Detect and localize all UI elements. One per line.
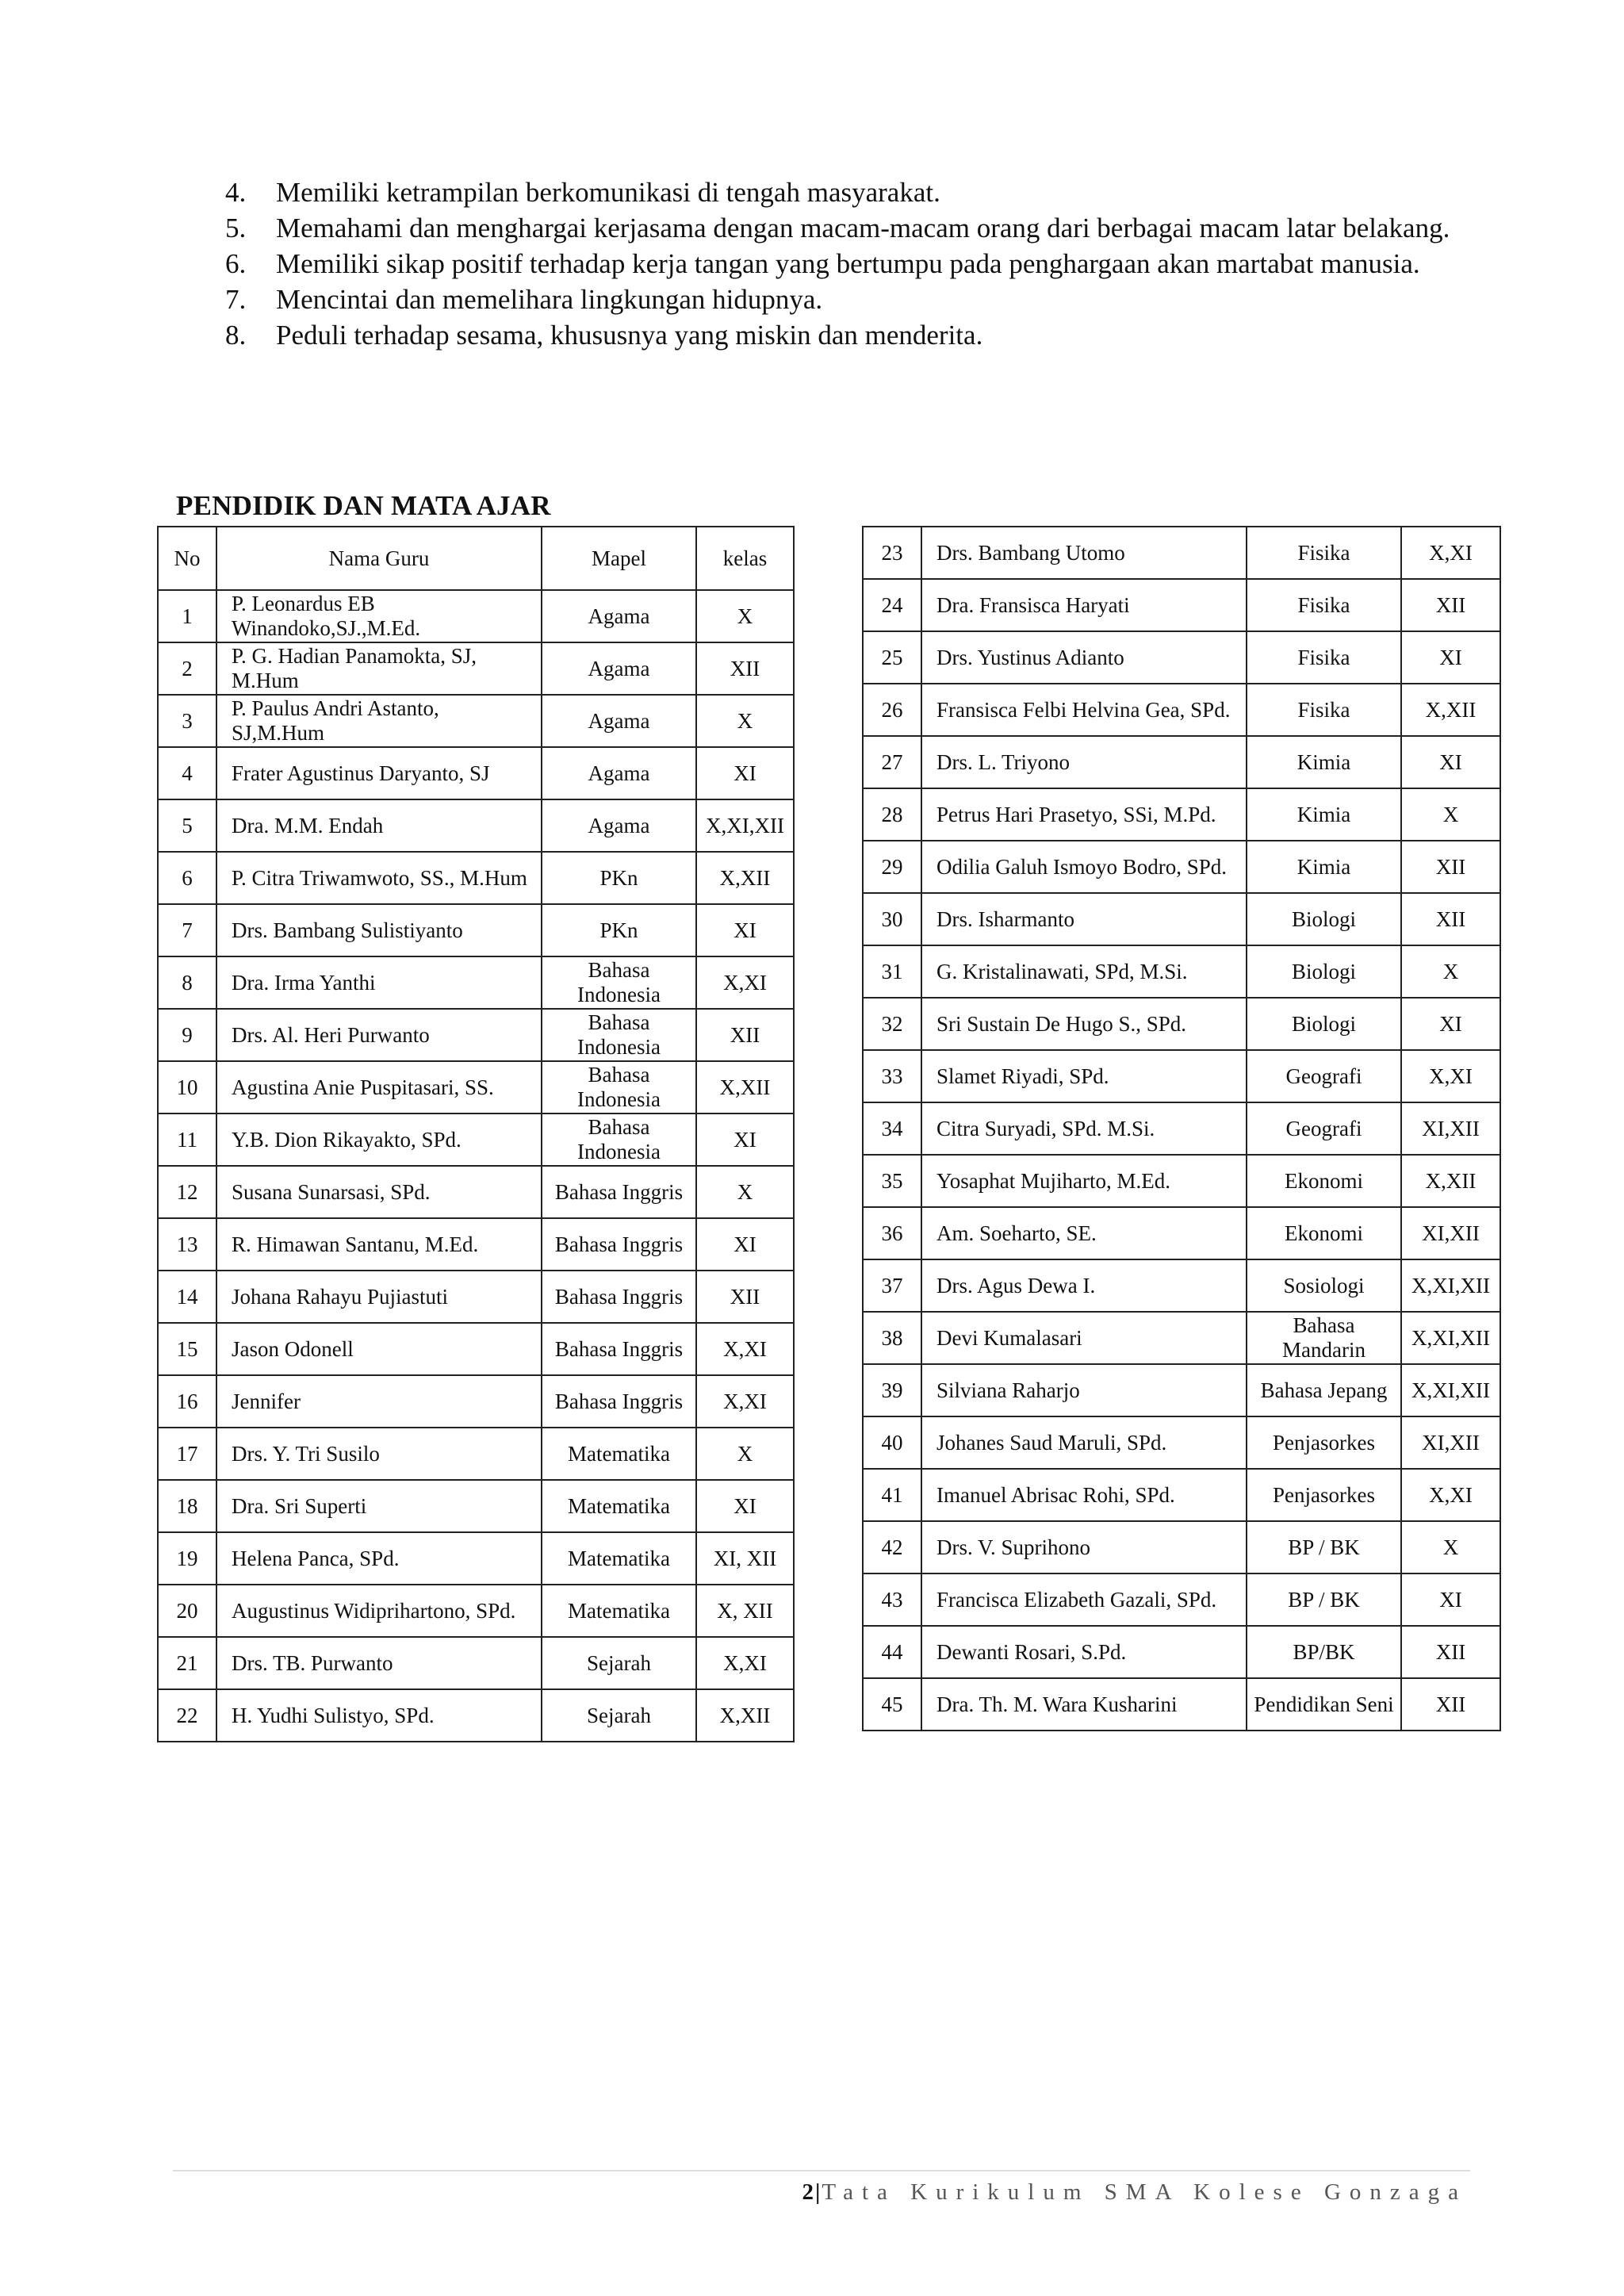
cell-kelas: XI — [696, 747, 794, 799]
cell-no: 29 — [863, 841, 921, 893]
table-row — [158, 799, 794, 852]
footer-divider — [173, 2170, 1470, 2171]
cell-no: 32 — [863, 998, 921, 1050]
cell-mapel: Bahasa Mandarin — [1247, 1312, 1401, 1364]
cell-nama-guru: Dewanti Rosari, S.Pd. — [921, 1626, 1247, 1678]
table-row — [863, 998, 1500, 1050]
table-row — [158, 1271, 794, 1323]
cell-nama-guru: Drs. Isharmanto — [921, 893, 1247, 945]
cell-mapel: Fisika — [1247, 579, 1401, 631]
cell-mapel: Agama — [542, 642, 696, 695]
cell-nama-guru: Sri Sustain De Hugo S., SPd. — [921, 998, 1247, 1050]
cell-mapel: Bahasa Indonesia — [542, 956, 696, 1009]
cell-mapel: Pendidikan Seni — [1247, 1678, 1401, 1731]
cell-mapel: Bahasa Inggris — [542, 1323, 696, 1375]
cell-mapel: Bahasa Indonesia — [542, 1061, 696, 1114]
cell-mapel: Bahasa Inggris — [542, 1218, 696, 1271]
cell-mapel: Geografi — [1247, 1050, 1401, 1102]
page-footer — [802, 2179, 1468, 2206]
objectives-list — [208, 174, 1467, 353]
cell-nama-guru: Drs. Bambang Utomo — [921, 527, 1247, 579]
cell-mapel: Sejarah — [542, 1689, 696, 1742]
cell-no: 38 — [863, 1312, 921, 1364]
cell-kelas: X — [1401, 1521, 1500, 1573]
cell-no: 34 — [863, 1102, 921, 1155]
cell-kelas: X,XI,XII — [1401, 1312, 1500, 1364]
cell-mapel: Matematika — [542, 1585, 696, 1637]
teacher-table-left — [157, 526, 795, 1742]
cell-mapel: PKn — [542, 904, 696, 956]
cell-nama-guru: Francisca Elizabeth Gazali, SPd. — [921, 1573, 1247, 1626]
section-title: PENDIDIK DAN MATA AJAR — [176, 490, 551, 521]
cell-nama-guru: H. Yudhi Sulistyo, SPd. — [216, 1689, 542, 1742]
cell-nama-guru: Drs. Bambang Sulistiyanto — [216, 904, 542, 956]
cell-kelas: XI — [1401, 1573, 1500, 1626]
cell-no: 4 — [158, 747, 216, 799]
table-row — [863, 1312, 1500, 1364]
table-row — [158, 642, 794, 695]
table-row — [863, 1678, 1500, 1731]
cell-kelas: XII — [1401, 893, 1500, 945]
cell-no: 30 — [863, 893, 921, 945]
cell-kelas: X,XII — [696, 1061, 794, 1114]
cell-mapel: Agama — [542, 590, 696, 642]
table-row — [158, 1532, 794, 1585]
header-mapel: Mapel — [542, 527, 696, 590]
cell-nama-guru: Devi Kumalasari — [921, 1312, 1247, 1364]
cell-mapel: Fisika — [1247, 684, 1401, 736]
cell-kelas: X — [1401, 788, 1500, 841]
list-item — [208, 210, 1467, 246]
cell-nama-guru: Drs. Agus Dewa I. — [921, 1259, 1247, 1312]
table-row — [863, 1416, 1500, 1469]
cell-mapel: Geografi — [1247, 1102, 1401, 1155]
list-number: 5. — [225, 213, 247, 243]
cell-nama-guru: Slamet Riyadi, SPd. — [921, 1050, 1247, 1102]
table-row — [863, 1207, 1500, 1259]
cell-nama-guru: Dra. Th. M. Wara Kusharini — [921, 1678, 1247, 1731]
list-item — [208, 246, 1467, 282]
table-row — [158, 1009, 794, 1061]
table-header-row — [158, 527, 794, 590]
table-row — [158, 1114, 794, 1166]
cell-no: 35 — [863, 1155, 921, 1207]
cell-nama-guru: P. Citra Triwamwoto, SS., M.Hum — [216, 852, 542, 904]
cell-mapel: BP/BK — [1247, 1626, 1401, 1678]
cell-no: 28 — [863, 788, 921, 841]
cell-nama-guru: Fransisca Felbi Helvina Gea, SPd. — [921, 684, 1247, 736]
cell-no: 14 — [158, 1271, 216, 1323]
cell-nama-guru: Yosaphat Mujiharto, M.Ed. — [921, 1155, 1247, 1207]
cell-mapel: BP / BK — [1247, 1521, 1401, 1573]
cell-nama-guru: Odilia Galuh Ismoyo Bodro, SPd. — [921, 841, 1247, 893]
cell-nama-guru: P. Paulus Andri Astanto, SJ,M.Hum — [216, 695, 542, 747]
teacher-table-right — [862, 526, 1501, 1731]
cell-no: 13 — [158, 1218, 216, 1271]
table-row — [863, 1521, 1500, 1573]
cell-nama-guru: R. Himawan Santanu, M.Ed. — [216, 1218, 542, 1271]
cell-no: 7 — [158, 904, 216, 956]
cell-nama-guru: Augustinus Widiprihartono, SPd. — [216, 1585, 542, 1637]
cell-kelas: X,XII — [696, 1689, 794, 1742]
cell-mapel: Ekonomi — [1247, 1207, 1401, 1259]
cell-kelas: X — [1401, 945, 1500, 998]
list-number: 6. — [225, 248, 247, 279]
cell-no: 41 — [863, 1469, 921, 1521]
cell-nama-guru: Agustina Anie Puspitasari, SS. — [216, 1061, 542, 1114]
cell-no: 10 — [158, 1061, 216, 1114]
table-row — [863, 1469, 1500, 1521]
list-item — [208, 282, 1467, 317]
cell-no: 42 — [863, 1521, 921, 1573]
list-item — [208, 317, 1467, 353]
cell-no: 43 — [863, 1573, 921, 1626]
table-row — [158, 1166, 794, 1218]
cell-nama-guru: Drs. L. Triyono — [921, 736, 1247, 788]
cell-kelas: X,XI,XII — [696, 799, 794, 852]
cell-mapel: Bahasa Inggris — [542, 1271, 696, 1323]
cell-mapel: Bahasa Inggris — [542, 1166, 696, 1218]
cell-nama-guru: Am. Soeharto, SE. — [921, 1207, 1247, 1259]
cell-nama-guru: Jason Odonell — [216, 1323, 542, 1375]
cell-nama-guru: Drs. Al. Heri Purwanto — [216, 1009, 542, 1061]
table-row — [863, 631, 1500, 684]
table-row — [158, 747, 794, 799]
cell-kelas: X — [696, 1166, 794, 1218]
cell-nama-guru: P. Leonardus EB Winandoko,SJ.,M.Ed. — [216, 590, 542, 642]
cell-no: 1 — [158, 590, 216, 642]
table-row — [158, 1637, 794, 1689]
cell-kelas: XI,XII — [1401, 1102, 1500, 1155]
cell-kelas: XII — [696, 1009, 794, 1061]
list-number: 4. — [225, 177, 247, 208]
table-row — [158, 1428, 794, 1480]
list-text: Memahami dan menghargai kerjasama dengan macam-macam orang dari berbagai macam latar belakang. — [276, 213, 1450, 243]
cell-mapel: Kimia — [1247, 736, 1401, 788]
cell-kelas: X,XII — [1401, 1155, 1500, 1207]
cell-nama-guru: Imanuel Abrisac Rohi, SPd. — [921, 1469, 1247, 1521]
footer-separator: | — [815, 2179, 822, 2205]
cell-kelas: X, XII — [696, 1585, 794, 1637]
table-row — [158, 1375, 794, 1428]
cell-mapel: Bahasa Indonesia — [542, 1114, 696, 1166]
table-row — [158, 1480, 794, 1532]
cell-mapel: Penjasorkes — [1247, 1469, 1401, 1521]
page-number: 2 — [802, 2179, 815, 2205]
cell-mapel: Biologi — [1247, 893, 1401, 945]
cell-kelas: XI,XII — [1401, 1207, 1500, 1259]
table-row — [863, 1259, 1500, 1312]
header-kelas: kelas — [696, 527, 794, 590]
cell-nama-guru: Citra Suryadi, SPd. M.Si. — [921, 1102, 1247, 1155]
header-nama-guru: Nama Guru — [216, 527, 542, 590]
cell-mapel: Bahasa Inggris — [542, 1375, 696, 1428]
cell-kelas: X — [696, 695, 794, 747]
cell-no: 45 — [863, 1678, 921, 1731]
cell-mapel: Kimia — [1247, 841, 1401, 893]
table-row — [863, 893, 1500, 945]
cell-kelas: X,XI — [1401, 1469, 1500, 1521]
cell-nama-guru: Johana Rahayu Pujiastuti — [216, 1271, 542, 1323]
cell-nama-guru: Y.B. Dion Rikayakto, SPd. — [216, 1114, 542, 1166]
cell-kelas: X,XII — [696, 852, 794, 904]
table-row — [158, 1218, 794, 1271]
cell-kelas: XII — [1401, 1678, 1500, 1731]
cell-nama-guru: Dra. Irma Yanthi — [216, 956, 542, 1009]
table-row — [158, 904, 794, 956]
cell-mapel: BP / BK — [1247, 1573, 1401, 1626]
cell-no: 36 — [863, 1207, 921, 1259]
table-row — [158, 1061, 794, 1114]
cell-no: 5 — [158, 799, 216, 852]
cell-kelas: X,XII — [1401, 684, 1500, 736]
cell-no: 19 — [158, 1532, 216, 1585]
cell-no: 44 — [863, 1626, 921, 1678]
cell-no: 24 — [863, 579, 921, 631]
table-row — [863, 1155, 1500, 1207]
table-row — [158, 1585, 794, 1637]
footer-title: Tata Kurikulum SMA Kolese Gonzaga — [822, 2179, 1467, 2205]
cell-kelas: XII — [696, 1271, 794, 1323]
cell-kelas: X,XI — [696, 1323, 794, 1375]
cell-mapel: Biologi — [1247, 945, 1401, 998]
cell-no: 18 — [158, 1480, 216, 1532]
cell-nama-guru: Petrus Hari Prasetyo, SSi, M.Pd. — [921, 788, 1247, 841]
cell-mapel: PKn — [542, 852, 696, 904]
cell-nama-guru: Drs. Yustinus Adianto — [921, 631, 1247, 684]
table-row — [863, 1573, 1500, 1626]
cell-kelas: X,XI,XII — [1401, 1364, 1500, 1416]
cell-kelas: XI — [1401, 998, 1500, 1050]
cell-kelas: XI, XII — [696, 1532, 794, 1585]
list-number: 8. — [225, 320, 247, 351]
cell-nama-guru: Silviana Raharjo — [921, 1364, 1247, 1416]
cell-kelas: XII — [1401, 1626, 1500, 1678]
cell-kelas: XI,XII — [1401, 1416, 1500, 1469]
table-row — [863, 579, 1500, 631]
cell-no: 9 — [158, 1009, 216, 1061]
cell-kelas: XI — [696, 1218, 794, 1271]
cell-no: 8 — [158, 956, 216, 1009]
list-text: Memiliki ketrampilan berkomunikasi di tengah masyarakat. — [276, 177, 940, 208]
cell-no: 25 — [863, 631, 921, 684]
table-row — [863, 1102, 1500, 1155]
cell-kelas: X,XI — [696, 1637, 794, 1689]
cell-mapel: Agama — [542, 747, 696, 799]
list-text: Peduli terhadap sesama, khususnya yang miskin dan menderita. — [276, 320, 983, 351]
table-row — [863, 1050, 1500, 1102]
header-no: No — [158, 527, 216, 590]
table-row — [863, 684, 1500, 736]
table-row — [863, 945, 1500, 998]
cell-no: 31 — [863, 945, 921, 998]
cell-no: 40 — [863, 1416, 921, 1469]
table-row — [158, 1323, 794, 1375]
cell-no: 37 — [863, 1259, 921, 1312]
cell-nama-guru: Helena Panca, SPd. — [216, 1532, 542, 1585]
cell-kelas: XI — [1401, 736, 1500, 788]
cell-mapel: Sejarah — [542, 1637, 696, 1689]
cell-no: 17 — [158, 1428, 216, 1480]
cell-mapel: Matematika — [542, 1480, 696, 1532]
cell-no: 39 — [863, 1364, 921, 1416]
cell-kelas: X,XI — [1401, 1050, 1500, 1102]
cell-no: 22 — [158, 1689, 216, 1742]
cell-kelas: XI — [696, 1480, 794, 1532]
table-row — [863, 1626, 1500, 1678]
cell-mapel: Biologi — [1247, 998, 1401, 1050]
table-row — [158, 1689, 794, 1742]
cell-nama-guru: G. Kristalinawati, SPd, M.Si. — [921, 945, 1247, 998]
cell-mapel: Sosiologi — [1247, 1259, 1401, 1312]
list-item — [208, 174, 1467, 210]
cell-mapel: Fisika — [1247, 631, 1401, 684]
cell-mapel: Fisika — [1247, 527, 1401, 579]
cell-nama-guru: Johanes Saud Maruli, SPd. — [921, 1416, 1247, 1469]
cell-kelas: X,XI — [696, 956, 794, 1009]
cell-no: 15 — [158, 1323, 216, 1375]
cell-kelas: XI — [696, 1114, 794, 1166]
table-row — [863, 736, 1500, 788]
cell-mapel: Bahasa Indonesia — [542, 1009, 696, 1061]
table-row — [158, 590, 794, 642]
cell-kelas: X — [696, 590, 794, 642]
table-row — [863, 841, 1500, 893]
cell-kelas: X — [696, 1428, 794, 1480]
cell-no: 20 — [158, 1585, 216, 1637]
cell-kelas: X,XI — [696, 1375, 794, 1428]
cell-nama-guru: Dra. M.M. Endah — [216, 799, 542, 852]
cell-mapel: Matematika — [542, 1428, 696, 1480]
cell-nama-guru: Jennifer — [216, 1375, 542, 1428]
cell-no: 3 — [158, 695, 216, 747]
cell-kelas: XII — [1401, 579, 1500, 631]
cell-mapel: Agama — [542, 799, 696, 852]
cell-no: 27 — [863, 736, 921, 788]
cell-no: 11 — [158, 1114, 216, 1166]
cell-nama-guru: Frater Agustinus Daryanto, SJ — [216, 747, 542, 799]
cell-mapel: Penjasorkes — [1247, 1416, 1401, 1469]
cell-kelas: X,XI,XII — [1401, 1259, 1500, 1312]
cell-no: 33 — [863, 1050, 921, 1102]
cell-no: 12 — [158, 1166, 216, 1218]
cell-kelas: X,XI — [1401, 527, 1500, 579]
cell-nama-guru: Dra. Fransisca Haryati — [921, 579, 1247, 631]
cell-kelas: XI — [1401, 631, 1500, 684]
list-number: 7. — [225, 284, 247, 315]
cell-nama-guru: Drs. Y. Tri Susilo — [216, 1428, 542, 1480]
cell-nama-guru: Susana Sunarsasi, SPd. — [216, 1166, 542, 1218]
cell-no: 16 — [158, 1375, 216, 1428]
cell-no: 6 — [158, 852, 216, 904]
cell-no: 21 — [158, 1637, 216, 1689]
cell-kelas: XII — [696, 642, 794, 695]
list-text: Mencintai dan memelihara lingkungan hidupnya. — [276, 284, 823, 315]
cell-nama-guru: Drs. V. Suprihono — [921, 1521, 1247, 1573]
cell-mapel: Ekonomi — [1247, 1155, 1401, 1207]
cell-nama-guru: Drs. TB. Purwanto — [216, 1637, 542, 1689]
cell-nama-guru: Dra. Sri Superti — [216, 1480, 542, 1532]
cell-no: 2 — [158, 642, 216, 695]
cell-mapel: Agama — [542, 695, 696, 747]
cell-kelas: XI — [696, 904, 794, 956]
cell-kelas: XII — [1401, 841, 1500, 893]
cell-nama-guru: P. G. Hadian Panamokta, SJ, M.Hum — [216, 642, 542, 695]
cell-no: 26 — [863, 684, 921, 736]
table-row — [158, 852, 794, 904]
table-row — [863, 788, 1500, 841]
table-row — [158, 956, 794, 1009]
cell-mapel: Matematika — [542, 1532, 696, 1585]
table-row — [863, 527, 1500, 579]
cell-no: 23 — [863, 527, 921, 579]
cell-mapel: Kimia — [1247, 788, 1401, 841]
table-row — [863, 1364, 1500, 1416]
table-row — [158, 695, 794, 747]
cell-mapel: Bahasa Jepang — [1247, 1364, 1401, 1416]
list-text: Memiliki sikap positif terhadap kerja tangan yang bertumpu pada penghargaan akan martabat manusia. — [276, 248, 1420, 279]
